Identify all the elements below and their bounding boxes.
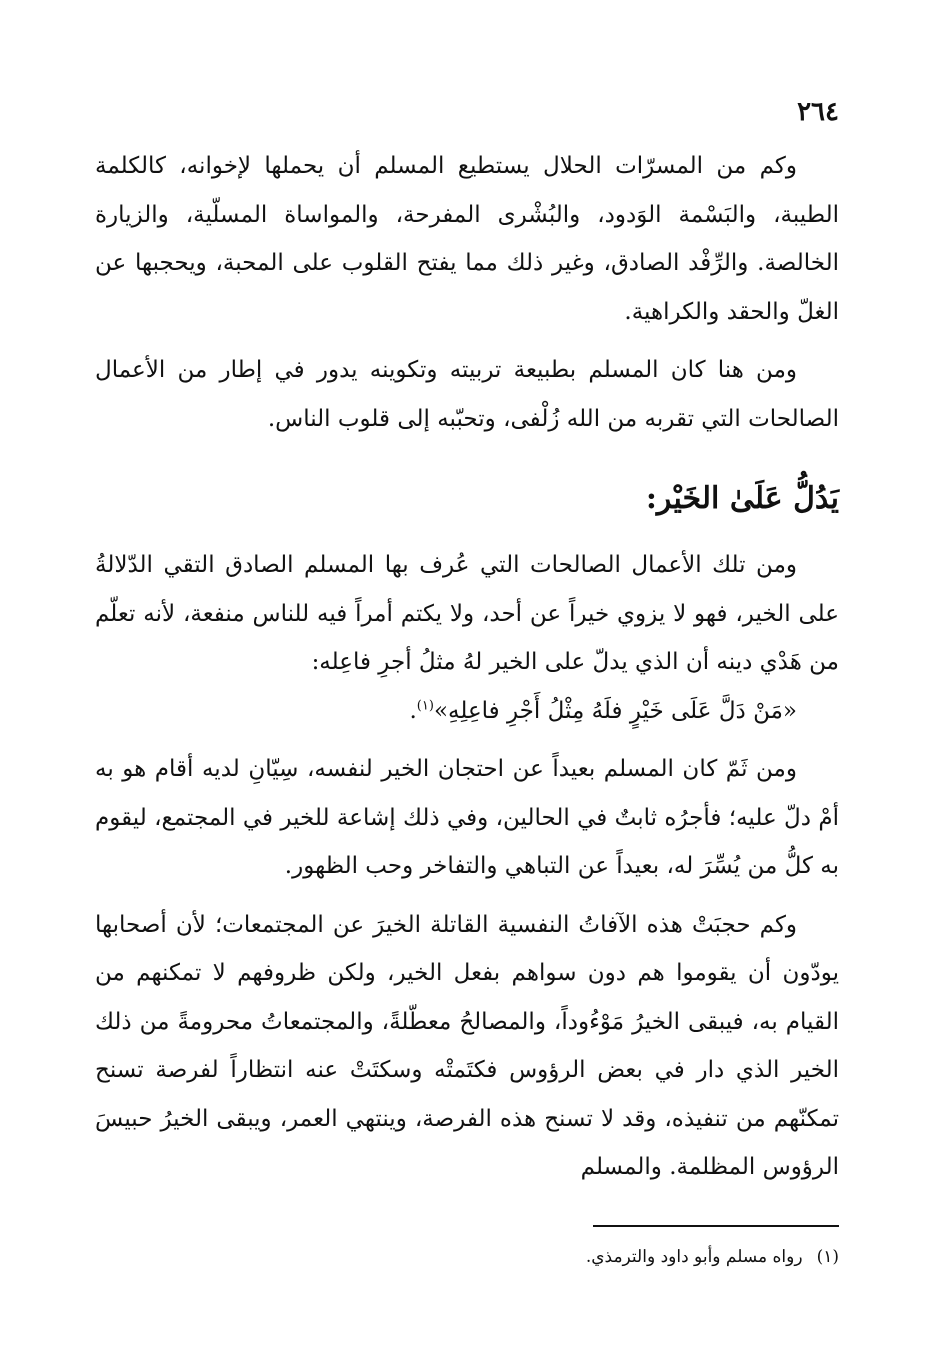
hadith-text: «مَنْ دَلَّ عَلَى خَيْرٍ فلَهُ مِثْلُ أَجْرِ فاعِلِهِ» <box>433 697 797 724</box>
paragraph-2: ومن هنا كان المسلم بطبيعة تربيته وتكوينه يدور في إطار من الأعمال الصالحات التي تقربه من الله زُلْفى، وتحبّبه إلى قلوب الناس. <box>95 357 839 432</box>
page-number: ٢٦٤ <box>797 97 839 127</box>
page-body <box>95 142 839 1192</box>
paragraph-1: وكم من المسرّات الحلال يستطيع المسلم أن يحملها لإخوانه، كالكلمة الطيبة، والبَسْمة الوَدود، والبُشْرى المفرحة، والمواساة المسلّية، والزيارة الخالصة. والرِّفْد الصادق، وغير ذلك مما يفتح القلوب على المحبة، ويحجبها عن الغلّ والحقد والكراهية. <box>95 153 839 325</box>
footnote-divider <box>593 1225 839 1227</box>
paragraph-4: ومن ثَمّ كان المسلم بعيداً عن احتجان الخير لنفسه، سِيّانِ لديه أقام هو به أمْ دلّ عليه؛ فأجرُه ثابتٌ في الحالين، وفي ذلك إشاعة للخير في المجتمع، ليقوم به كلُّ من يُسِّرَ له، بعيداً عن التباهي والتفاخر وحب الظهور. <box>95 756 839 879</box>
hadith-quote: «مَنْ دَلَّ عَلَى خَيْرٍ فلَهُ مِثْلُ أَجْرِ فاعِلِهِ»$^{(١)}$. <box>409 697 797 724</box>
footnote-ref: (١) <box>416 697 434 713</box>
footnote-number: (١) <box>816 1247 839 1267</box>
section-heading: يَدُلُّ عَلَىٰ الخَيْر: <box>645 481 839 516</box>
footnote-text: رواه مسلم وأبو داود والترمذي. <box>585 1247 803 1267</box>
paragraph-3: ومن تلك الأعمال الصالحات التي عُرف بها المسلم الصادق التقي الدّلالةُ على الخير، فهو لا يزوي خيراً عن أحد، ولا يكتم أمراً فيه للناس منفعة، لأنه تعلّم من هَدْي دينه أن الذي يدلّ على الخير لهُ مثلُ أجرِ فاعِله: <box>95 552 839 675</box>
paragraph-5: وكم حجبَتْ هذه الآفاتُ النفسية القاتلة الخيرَ عن المجتمعات؛ لأن أصحابها يودّون أن يقوموا هم دون سواهم بفعل الخير، ولكن ظروفهم لا تمكنهم من القيام به، فيبقى الخيرُ مَوْءُوداً، والمصالحُ معطّلةً، والمجتمعاتُ محرومةً من ذلك الخير الذي دار في بعض الرؤوس فكتَمتْه وسكتَتْ عنه انتظاراً لفرصة تسنح تمكنّهم من تنفيذه، وقد لا تسنح هذه الفرصة، وينتهي العمر، ويبقى الخيرُ حبيسَ الرؤوس المظلمة. والمسلم <box>95 911 839 1180</box>
footnote <box>586 1243 839 1271</box>
